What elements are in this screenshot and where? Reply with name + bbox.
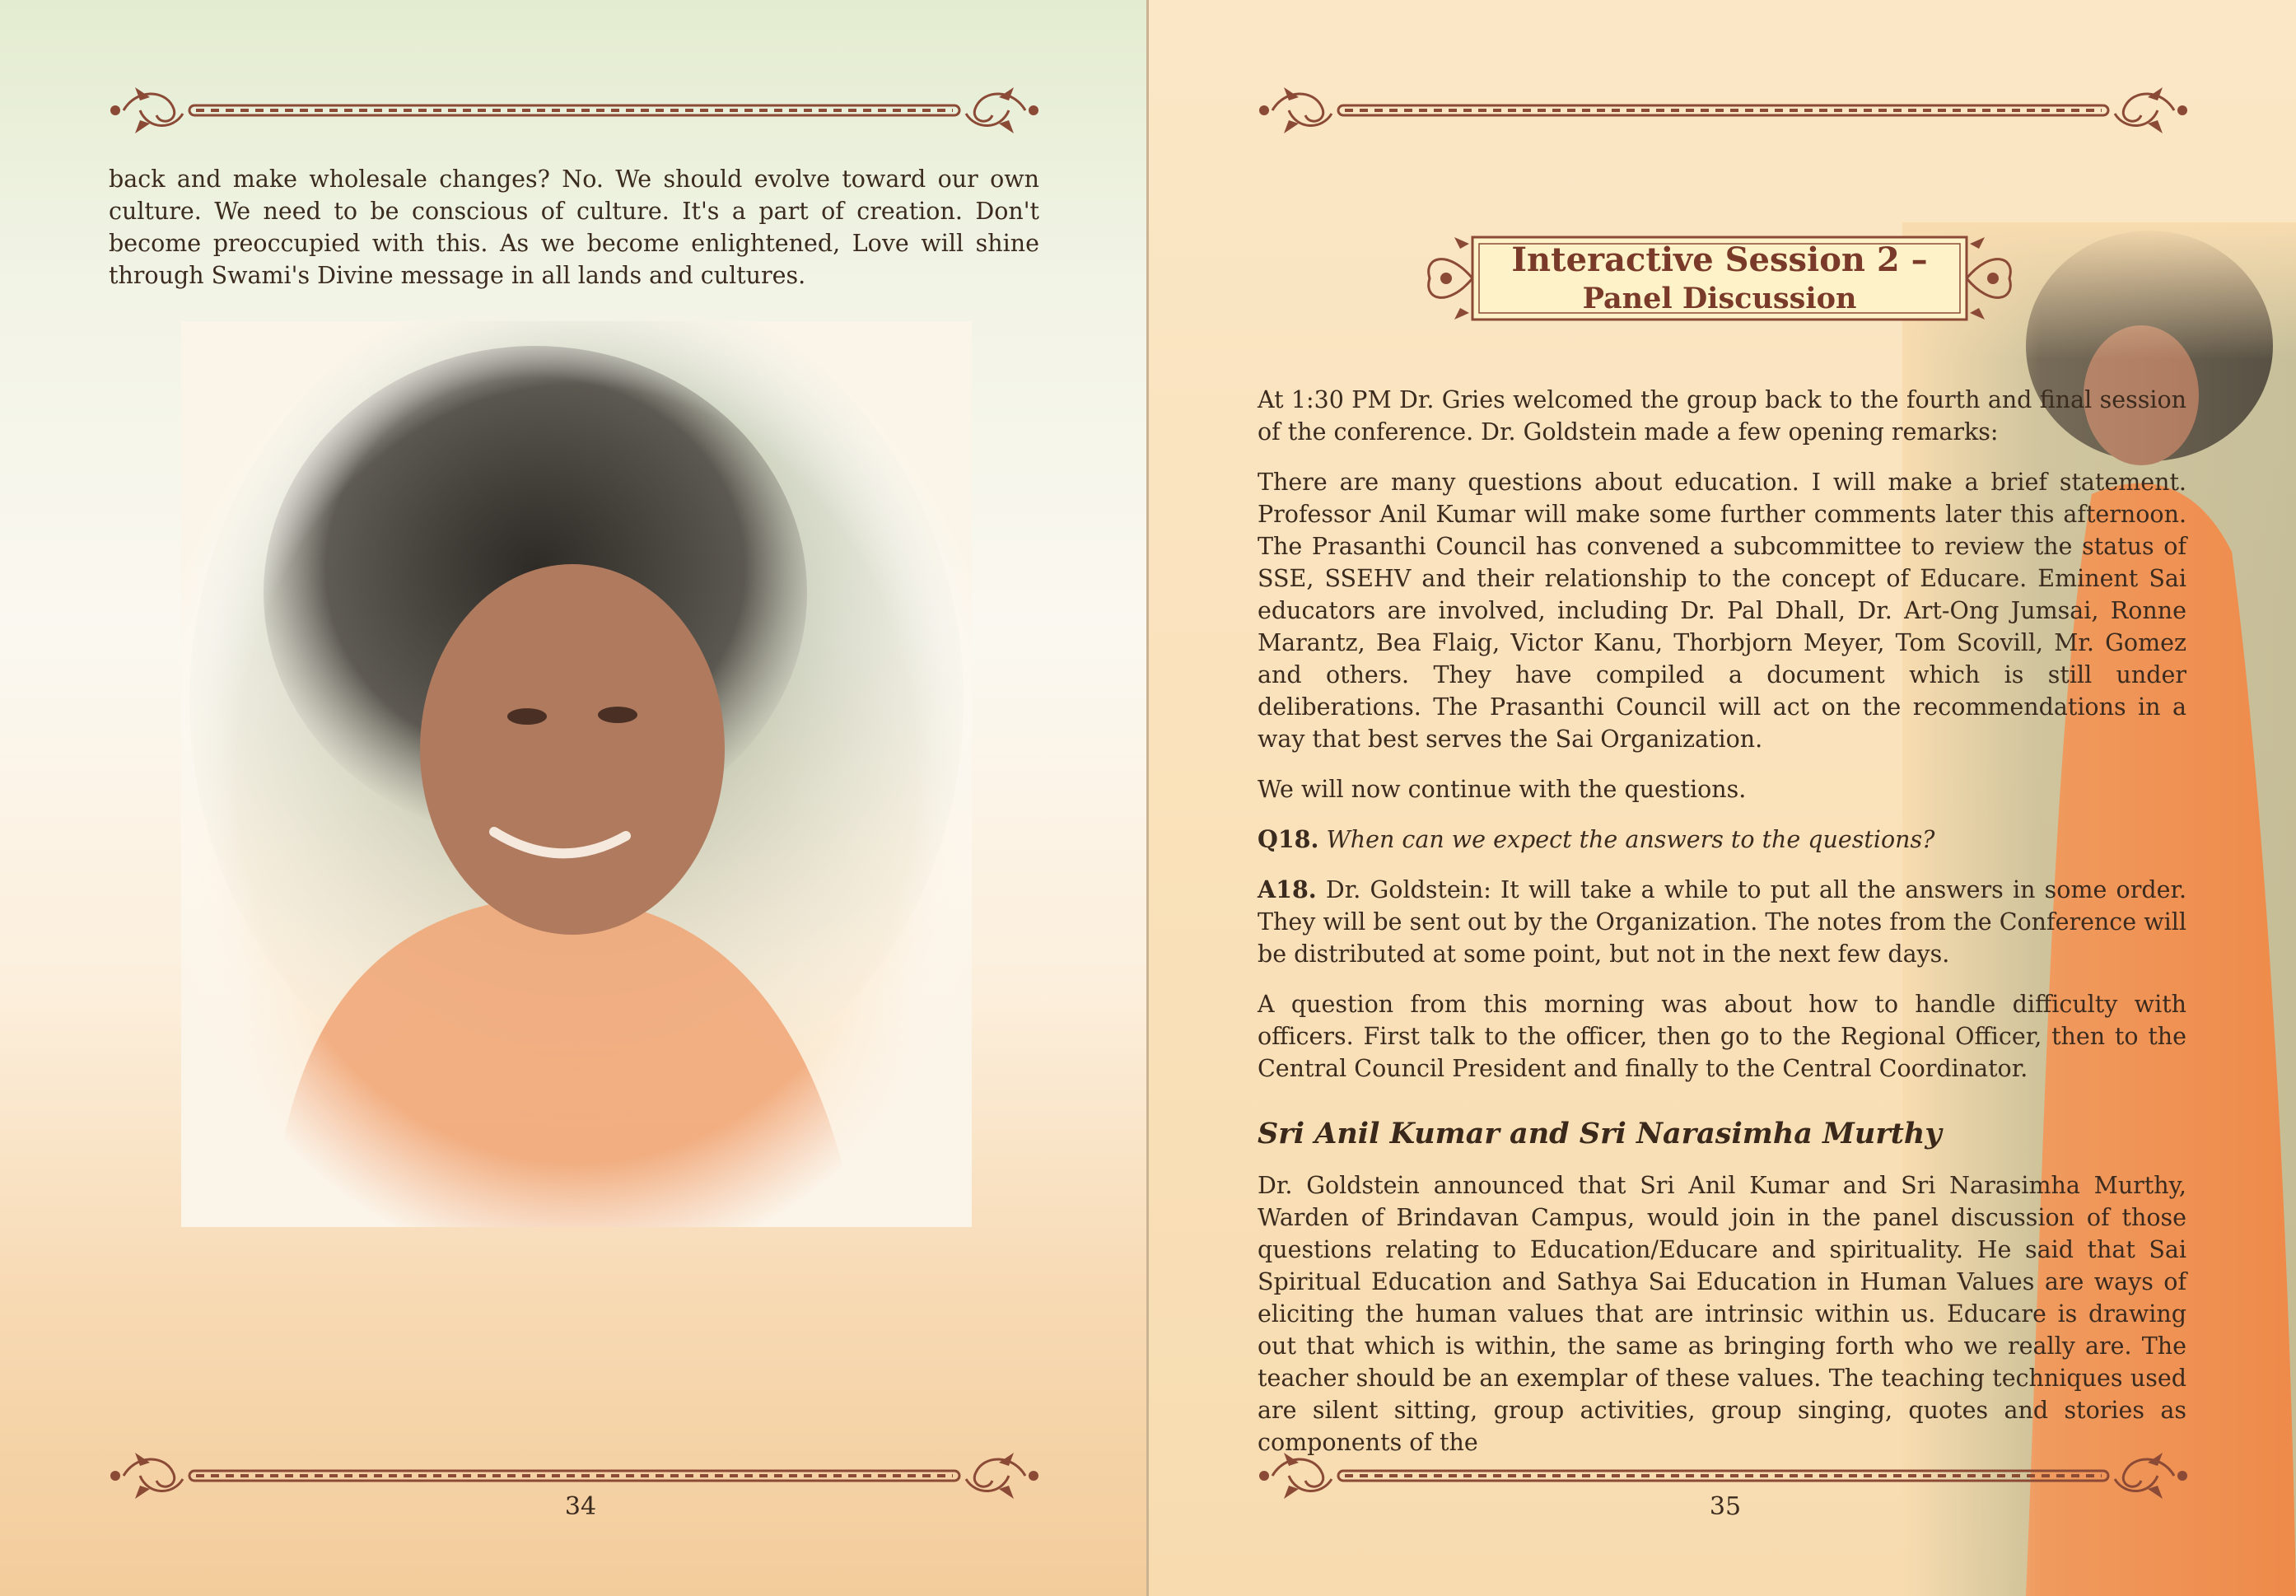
paragraph-opening-remarks: There are many questions about education. I will make a brief statement. Professor Anil Kumar will make some further comments later this afternoon. The Prasanthi Council has convened a subcommittee to review the status of SSE, SSEHV and their relationship to the concept of Educare. Eminent Sai educators are involved, including Dr. Pal Dhall, Dr. Art-Ong Jumsai, Ronne Marantz, Bea Flaig, Victor Kanu, Thorbjorn Meyer, Tom Scovill, Mr. Gomez and others. They have compiled a document which is still under deliberations. The Prasanthi Council will act on the recommendations in a way that best serves the Sai Organization. [1258, 469, 2186, 753]
right-page [1149, 0, 2296, 1596]
q18-text: When can we expect the answers to the questions? [1326, 826, 1935, 853]
paragraph-officer-difficulty: A question from this morning was about how to handle difficulty with officers. First talk to the officer, then go to the Regional Officer, then to the Central Council President and finally to the Central Coordinator. [1258, 991, 2186, 1082]
top-ornament-border [107, 82, 1042, 138]
session-subtitle: Panel Discussion [1582, 282, 1857, 315]
question-q18 [1258, 824, 2186, 856]
top-ornament-border-right [1256, 82, 2191, 138]
session-title-plaque [1415, 232, 2024, 324]
page-number-left: 34 [564, 1492, 597, 1521]
paragraph-panel-announcement: Dr. Goldstein announced that Sri Anil Kumar and Sri Narasimha Murthy, Warden of Brindavan Campus, would join in the panel discussion of those questions relating to Education/Educare and spirituality. He said that Sai Spiritual Education and Sathya Sai Education in Human Values are ways of eliciting the human values that are intrinsic within us. Educare is drawing out that which is within, the same as bringing forth who we really are. The teacher should be an exemplar of these values. The teaching techniques used are silent sitting, group activities, group singing, quotes and stories as components of the [1258, 1172, 2186, 1456]
portrait-photo [181, 321, 972, 1227]
a18-text: Dr. Goldstein: It will take a while to put all the answers in some order. They will be sent out by the Organization. The notes from the Conference will be distributed at some point, but not in the next few days. [1258, 876, 2186, 968]
page-number-right: 35 [1709, 1492, 1742, 1521]
section-heading: Sri Anil Kumar and Sri Narasimha Murthy [1258, 1117, 1942, 1150]
paragraph-continue: We will now continue with the questions. [1258, 776, 1747, 803]
session-title: Interactive Session 2 – [1511, 240, 1928, 279]
paragraph-session-start: At 1:30 PM Dr. Gries welcomed the group back to the fourth and final session of the conference. Dr. Goldstein made a few opening remarks: [1258, 386, 2186, 446]
answer-a18 [1258, 874, 2186, 970]
q18-label: Q18. [1258, 825, 1319, 853]
a18-label: A18. [1258, 875, 1317, 903]
right-body-text-top [1258, 384, 2186, 1103]
left-body-paragraph: back and make wholesale changes? No. We should evolve toward our own culture. We need to be conscious of culture. It's a part of creation. Don't become preoccupied with this. As we become enlightened, Love will shine through Swami's Divine message in all lands and cultures. [109, 166, 1039, 289]
left-page [0, 0, 1147, 1596]
